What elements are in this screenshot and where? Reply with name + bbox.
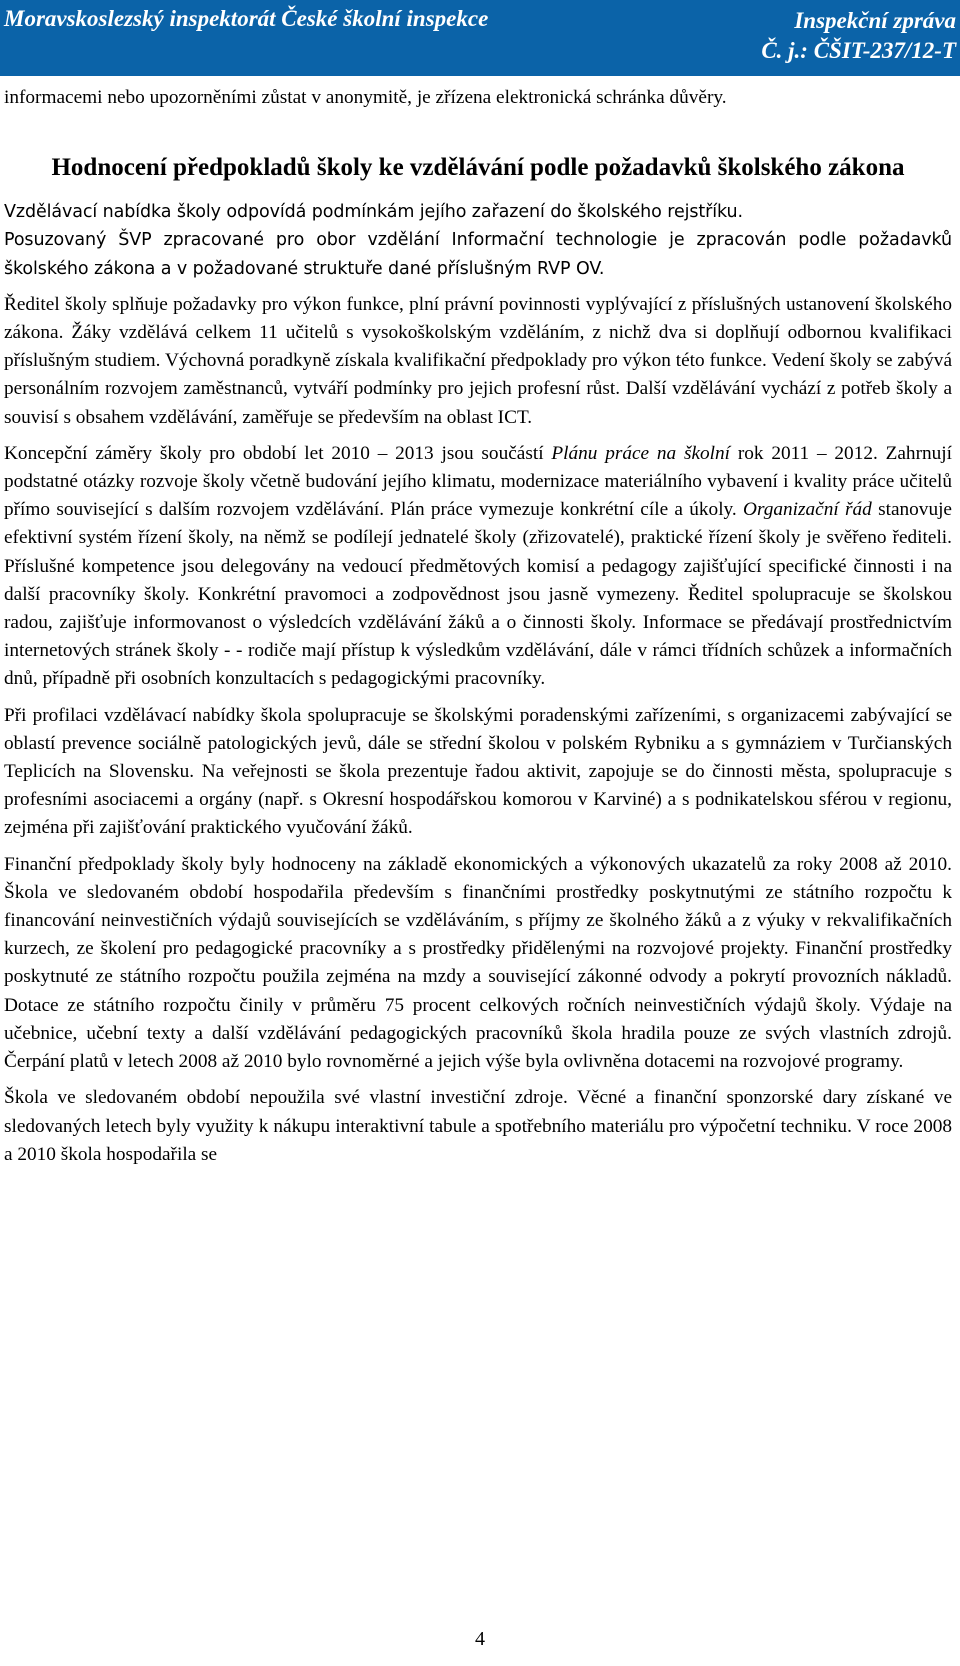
paragraph-director: Ředitel školy splňuje požadavky pro výkon funkce, plní právní povinnosti vyplývající z příslušných ustanovení školského zákona. Žáky vzdělává celkem 11 učitelů s vysokoškolským vzděláním, z nichž dva si doplňují odbornou kvalifikaci příslušným studiem. Výchovná poradkyně získala kvalifikační předpoklady pro výkon této funkce. Vedení školy se zabývá personálním rozvojem zaměstnanců, vytváří podmínky pro jejich profesní růst. Další vzdělávání vychází z potřeb školy a souvisí s obsahem vzdělávání, zaměřuje se především na oblast ICT. bbox=[4, 293, 952, 428]
header-reference-number: Č. j.: ČŠIT-237/12-T bbox=[761, 38, 956, 63]
paragraph-finance: Finanční předpoklady školy byly hodnoceny na základě ekonomických a výkonových ukazatelů za roky 2008 až 2010. Škola ve sledovaném období hospodařila především s finančními prostředky poskytnutými ze státního rozpočtu k financování neinvestičních výdajů souvisejících se vzděláváním, s příjmy ze školného žáků a z výuky v rekvalifikačních kurzech, ze školení pro pedagogické pracovníky a s prostředky přidělenými na rozvojové projekty. Finanční prostředky poskytnuté ze státního rozpočtu použila zejména na mzdy a související zákonné odvody a pokrytí provozních nákladů. Dotace ze státního rozpočtu činily v průměru 75 procent celkových ročních neinvestičních výdajů školy. Výdaje na učebnice, učební texty a další vzdělávání pedagogických pracovníků škola hradila pouze ze svých vlastních zdrojů. Čerpání platů v letech 2008 až 2010 bylo rovnoměrné a jejich výše byla ovlivněna dotacemi na rozvojové programy. bbox=[4, 853, 952, 1073]
page-header bbox=[0, 0, 960, 76]
header-inspectorate: Moravskoslezský inspektorát České školní inspekce bbox=[4, 6, 489, 31]
paragraph-offer: Vzdělávací nabídka školy odpovídá podmínkám jejího zařazení do školského rejstříku. bbox=[4, 202, 743, 223]
plan-title-italic: Plánu práce na školní bbox=[551, 442, 731, 464]
org-order-italic: Organizační řád bbox=[743, 499, 872, 521]
header-report-title: Inspekční zpráva bbox=[794, 8, 956, 33]
section-heading: Hodnocení předpokladů školy ke vzdělávání podle požadavků školského zákona bbox=[51, 154, 905, 182]
paragraph-investment: Škola ve sledovaném období nepoužila své vlastní investiční zdroje. Věcné a finanční sponzorské dary získané ve sledovaných letech byly využity k nákupu interaktivní tabule a spotřebního materiálu pro výpočetní techniku. V roce 2008 a 2010 škola hospodařila se bbox=[4, 1087, 952, 1165]
concept-text-b: rok 2011 – 2012. Zahrnují podstatné otázky rozvoje školy včetně budování jejího klimatu, modernizace materiálního vybavení i kvality práce učitelů přímo související s dalším rozvojem vzdělávání. Plán práce vymezuje konkrétní cíle a úkoly. bbox=[4, 442, 952, 521]
paragraph-concept bbox=[4, 440, 952, 694]
concept-text-a: Koncepční záměry školy pro období let 2010 – 2013 jsou součástí bbox=[4, 442, 552, 464]
document-body bbox=[4, 84, 952, 1177]
paragraph-svp: Posuzovaný ŠVP zpracované pro obor vzdělání Informační technologie je zpracován podle požadavků školského zákona a v požadované struktuře dané příslušným RVP OV. bbox=[4, 230, 952, 279]
intro-paragraph: informacemi nebo upozorněními zůstat v anonymitě, je zřízena elektronická schránka důvěry. bbox=[4, 87, 727, 108]
paragraph-cooperation: Při profilaci vzdělávací nabídky škola spolupracuje se školskými poradenskými zařízeními, s organizacemi zabývající se oblastí prevence sociálně patologických jevů, dále se střední školou v polském Rybniku a s gymnáziem v Turčianských Teplicích na Slovensku. Na veřejnosti se škola prezentuje řadou aktivit, zapojuje se do činnosti města, spolupracuje s profesními asociacemi a orgány (např. s Okresní hospodářskou komorou v Karviné) a s podnikatelskou sférou v regionu, zejména při zajišťování praktického vyučování žáků. bbox=[4, 704, 952, 839]
header-report-info bbox=[761, 6, 956, 66]
concept-text-c: stanovuje efektivní systém řízení školy, na němž se podílejí jednatelé školy (zřizovatelé), praktické řízení školy je svěřeno řediteli. Příslušné kompetence jsou delegovány na vedoucí předmětových komisí a pedagogy zajišťující specifické činnosti i na další pracovníky školy. Konkrétní pravomoci a zodpovědnost jsou jasně vymezeny. Ředitel spolupracuje se školskou radou, zajišťuje informovanost o výsledcích vzdělávání žáků a o činnosti školy. Informace se předávají prostřednictvím internetových stránek školy - - rodiče mají přístup k výsledkům vzdělávání, dále v rámci třídních schůzek a informačních dnů, případně při osobních konzultacích s pedagogickými pracovníky. bbox=[4, 499, 952, 690]
page-number: 4 bbox=[475, 1628, 485, 1650]
